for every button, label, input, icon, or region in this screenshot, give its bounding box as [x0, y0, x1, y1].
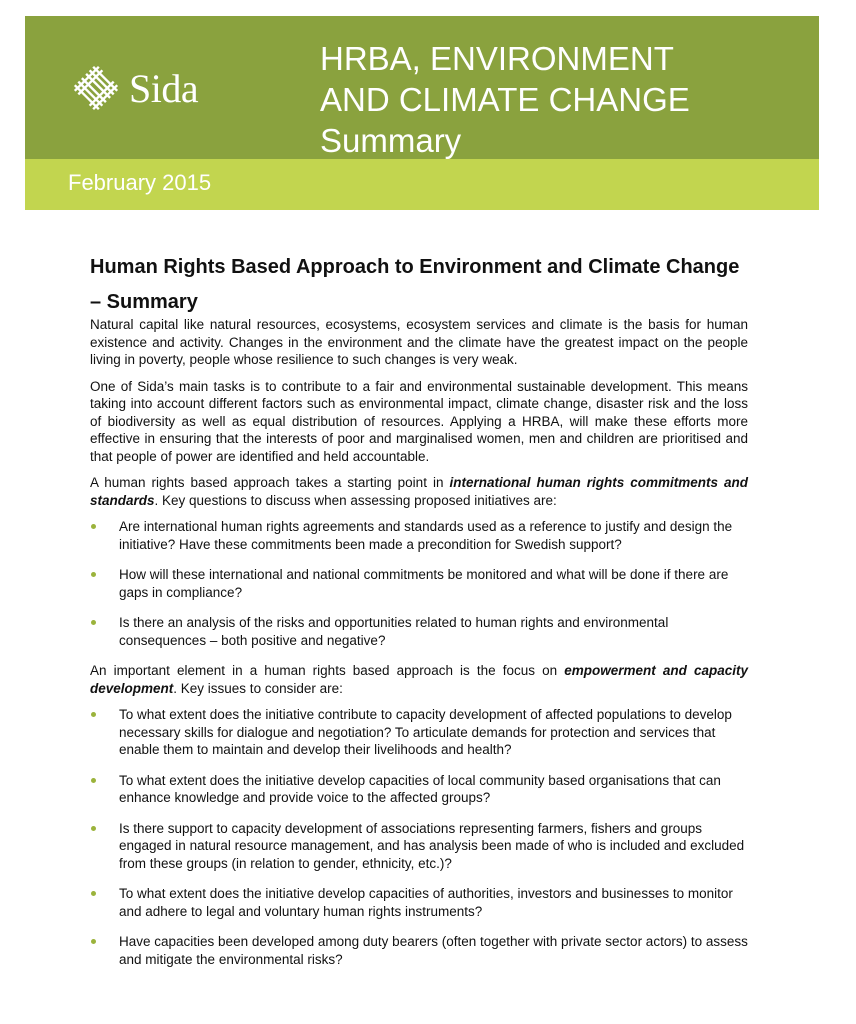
list-item: [90, 518, 748, 553]
list-item: [90, 706, 748, 759]
date-band: [25, 159, 819, 210]
list-item-text: Is there support to capacity development of associations representing farmers, fishers and groups engaged in natural resource management, and has analysis been made of who is included and excluded from these groups (in relation to gender, ethnicity, etc.)?: [119, 820, 745, 871]
list-item-text: To what extent does the initiative develop capacities of local community based organisations that can enhance knowledge and provide voice to the affected groups?: [119, 772, 721, 805]
publication-date: February 2015: [68, 170, 212, 195]
paragraph-natural-capital: Natural capital like natural resources, ecosystems, ecosystem services and climate is the basis for human existence and activity. Changes in the environment and the climate have the greatest impact on the people living in poverty, people whose resilience to such changes is very weak.: [90, 317, 748, 367]
bullet-icon: [91, 572, 96, 577]
bullet-icon: [91, 778, 96, 783]
paragraph-empowerment-intro: [90, 662, 748, 697]
text-span: . Key issues to consider are:: [173, 680, 343, 696]
bullet-icon: [91, 524, 96, 529]
list-item-text: To what extent does the initiative develop capacities of authorities, investors and businesses to monitor and adhere to legal and voluntary human rights instruments?: [119, 886, 733, 919]
list-item: [90, 820, 748, 873]
key-questions-list: [90, 518, 748, 649]
key-issues-list: [90, 706, 748, 968]
paragraph-commitments-intro: [90, 474, 748, 509]
bullet-icon: [91, 620, 96, 625]
paragraph-sida-tasks: One of Sida’s main tasks is to contribute to a fair and environmental sustainable development. This means taking into account different factors such as environmental impact, climate change, disaster risk and the loss of biodiversity as well as equal distribution of resources. Applying a HRBA, will make these efforts more effective in ensuring that the interests of poor and marginalised women, men and children are prioritised and that people of power are identified and held accountable.: [90, 378, 748, 464]
emphasis-empowerment: empowerment and capacity development: [90, 663, 748, 696]
document-body: [90, 250, 748, 981]
logo-text: Sida: [129, 65, 199, 111]
text-span: A human rights based approach takes a starting point in: [90, 475, 450, 490]
title-line-3: Summary: [320, 122, 462, 159]
bullet-icon: [91, 826, 96, 831]
list-item-text: Have capacities been developed among duty bearers (often together with private sector actors) to assess and mitigate the environmental risks?: [119, 934, 748, 967]
text-span: An important element in a human rights based approach is the focus on: [90, 663, 565, 678]
list-item-text: Is there an analysis of the risks and opportunities related to human rights and environmental consequences – both positive and negative?: [119, 615, 669, 648]
bullet-icon: [91, 712, 96, 717]
list-item: [90, 614, 748, 649]
emphasis-commitments: international human rights commitments and standards: [90, 475, 748, 508]
list-item-text: Are international human rights agreements and standards used as a reference to justify and design the initiative? Have these commitments been made a precondition for Swedish support?: [119, 519, 733, 552]
list-item: [90, 566, 748, 601]
bullet-icon: [91, 939, 96, 944]
sida-logo-mark-icon: [69, 61, 123, 115]
title-line-2: AND CLIMATE CHANGE: [320, 81, 690, 118]
list-item: [90, 933, 748, 968]
header-band: [25, 16, 819, 159]
list-item-text: To what extent does the initiative contribute to capacity development of affected populations to develop necessary skills for dialogue and negotiation? To articulate demands for protection and services that enable them to maintain and develop their livelihoods and health?: [119, 707, 732, 757]
bullet-icon: [91, 891, 96, 896]
list-item-text: How will these international and national commitments be monitored and what will be done if there are gaps in compliance?: [119, 567, 729, 600]
text-span: . Key questions to discuss when assessing proposed initiatives are:: [154, 492, 557, 508]
list-item: [90, 885, 748, 920]
sida-logo: [69, 60, 229, 116]
document-title: [320, 38, 810, 161]
list-item: [90, 772, 748, 807]
title-line-1: HRBA, ENVIRONMENT: [320, 40, 674, 77]
section-heading: Human Rights Based Approach to Environment and Climate Change – Summary: [90, 256, 740, 313]
